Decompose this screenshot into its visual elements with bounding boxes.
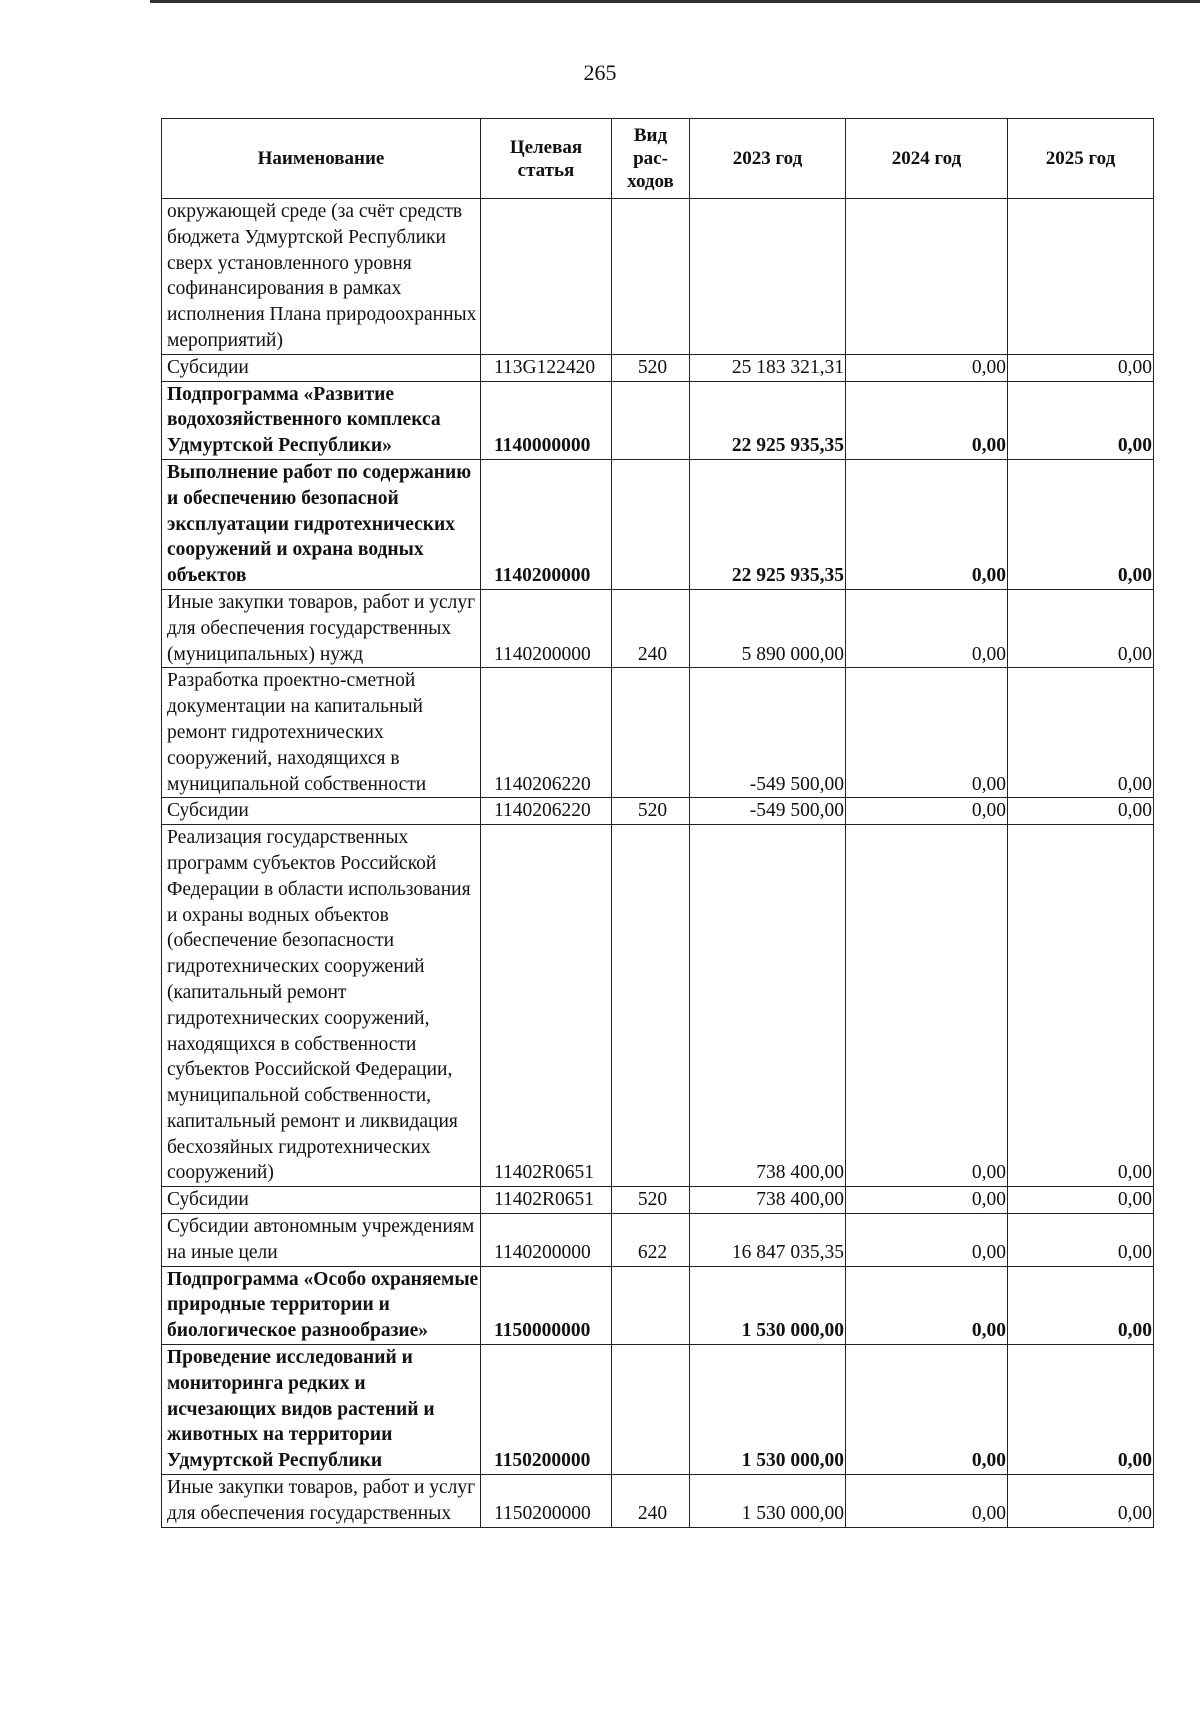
header-2023: 2023 год	[690, 119, 846, 199]
cell-2023: 1 530 000,00	[690, 1475, 846, 1528]
scan-top-edge	[150, 0, 1200, 3]
cell-2024: 0,00	[846, 381, 1008, 459]
cell-name: окружающей среде (за счёт средств бюджета Удмуртской Республики сверх установленного уровня софинансирования в рамках исполнения Плана природоохранных мероприятий)	[162, 199, 481, 355]
cell-2023: -549 500,00	[690, 668, 846, 798]
cell-kind: 622	[612, 1214, 690, 1267]
cell-2025: 0,00	[1008, 459, 1154, 589]
table-row	[162, 381, 1154, 459]
table-header-row	[162, 119, 1154, 199]
cell-kind	[612, 1345, 690, 1475]
table-row	[162, 589, 1154, 667]
cell-name: Субсидии	[162, 1187, 481, 1214]
cell-code: 1140200000	[481, 459, 612, 589]
cell-code: 1140206220	[481, 798, 612, 825]
cell-2025: 0,00	[1008, 1475, 1154, 1528]
cell-2025: 0,00	[1008, 798, 1154, 825]
header-name: Наименование	[162, 119, 481, 199]
cell-2024	[846, 199, 1008, 355]
cell-2023: 16 847 035,35	[690, 1214, 846, 1267]
cell-2023: 1 530 000,00	[690, 1266, 846, 1344]
header-2025: 2025 год	[1008, 119, 1154, 199]
cell-code	[481, 199, 612, 355]
cell-name: Выполнение работ по содержанию и обеспечению безопасной эксплуатации гидротехнических сооружений и охрана водных объектов	[162, 459, 481, 589]
cell-name: Подпрограмма «Особо охраняемые природные территории и биологическое разнообразие»	[162, 1266, 481, 1344]
cell-2025	[1008, 199, 1154, 355]
cell-kind: 240	[612, 1475, 690, 1528]
cell-2023	[690, 199, 846, 355]
cell-kind	[612, 1266, 690, 1344]
cell-2024: 0,00	[846, 798, 1008, 825]
cell-2025: 0,00	[1008, 354, 1154, 381]
cell-kind	[612, 668, 690, 798]
cell-2025: 0,00	[1008, 668, 1154, 798]
cell-2023: 22 925 935,35	[690, 381, 846, 459]
cell-2025: 0,00	[1008, 1345, 1154, 1475]
page-number: 265	[583, 60, 617, 85]
cell-2024: 0,00	[846, 354, 1008, 381]
table-row	[162, 798, 1154, 825]
cell-code: 11402R0651	[481, 1187, 612, 1214]
cell-kind	[612, 199, 690, 355]
cell-code: 1140200000	[481, 1214, 612, 1267]
cell-code: 1150000000	[481, 1266, 612, 1344]
cell-name: Субсидии автономным учреждениям на иные цели	[162, 1214, 481, 1267]
cell-name: Проведение исследований и мониторинга редких и исчезающих видов растений и животных на территории Удмуртской Республики	[162, 1345, 481, 1475]
cell-name: Разработка проектно-сметной документации на капитальный ремонт гидротехнических сооружений, находящихся в муниципальной собственности	[162, 668, 481, 798]
cell-2023: 738 400,00	[690, 825, 846, 1187]
table-row	[162, 1345, 1154, 1475]
cell-name: Иные закупки товаров, работ и услуг для обеспечения государственных	[162, 1475, 481, 1528]
table-row	[162, 668, 1154, 798]
cell-2024: 0,00	[846, 668, 1008, 798]
cell-2024: 0,00	[846, 1475, 1008, 1528]
cell-name: Реализация государственных программ субъектов Российской Федерации в области использования и охраны водных объектов (обеспечение безопасности гидротехнических сооружений (капитальный ремонт гидротехнических сооружений, находящихся в собственности субъектов Российской Федерации, муниципальной собственности, капитальный ремонт и ликвидация бесхозяйных гидротехнических сооружений)	[162, 825, 481, 1187]
table-row	[162, 354, 1154, 381]
cell-2024: 0,00	[846, 459, 1008, 589]
cell-code: 1140206220	[481, 668, 612, 798]
cell-code: 1140000000	[481, 381, 612, 459]
cell-code: 1140200000	[481, 589, 612, 667]
cell-kind	[612, 381, 690, 459]
table-row	[162, 459, 1154, 589]
cell-kind: 520	[612, 354, 690, 381]
table-row	[162, 1214, 1154, 1267]
cell-2025: 0,00	[1008, 1187, 1154, 1214]
cell-name: Субсидии	[162, 798, 481, 825]
table-row	[162, 1475, 1154, 1528]
cell-2023: 25 183 321,31	[690, 354, 846, 381]
cell-2025: 0,00	[1008, 1214, 1154, 1267]
cell-2023: 5 890 000,00	[690, 589, 846, 667]
cell-name: Иные закупки товаров, работ и услуг для обеспечения государственных (муниципальных) нужд	[162, 589, 481, 667]
cell-code: 11402R0651	[481, 825, 612, 1187]
cell-2024: 0,00	[846, 1266, 1008, 1344]
cell-2025: 0,00	[1008, 381, 1154, 459]
table-row	[162, 199, 1154, 355]
table-row	[162, 825, 1154, 1187]
cell-code: 1150200000	[481, 1475, 612, 1528]
cell-kind: 520	[612, 798, 690, 825]
cell-name: Субсидии	[162, 354, 481, 381]
cell-2025: 0,00	[1008, 825, 1154, 1187]
cell-2025: 0,00	[1008, 1266, 1154, 1344]
cell-2023: 1 530 000,00	[690, 1345, 846, 1475]
budget-table	[161, 118, 1154, 1528]
cell-2024: 0,00	[846, 1187, 1008, 1214]
cell-kind: 240	[612, 589, 690, 667]
header-2024: 2024 год	[846, 119, 1008, 199]
header-code: Целевая статья	[481, 119, 612, 199]
cell-code: 1150200000	[481, 1345, 612, 1475]
table-row	[162, 1187, 1154, 1214]
cell-2025: 0,00	[1008, 589, 1154, 667]
cell-2024: 0,00	[846, 1345, 1008, 1475]
cell-kind: 520	[612, 1187, 690, 1214]
header-kind: Вид рас- ходов	[612, 119, 690, 199]
cell-2024: 0,00	[846, 1214, 1008, 1267]
table-row	[162, 1266, 1154, 1344]
cell-2023: -549 500,00	[690, 798, 846, 825]
cell-kind	[612, 825, 690, 1187]
cell-code: 113G122420	[481, 354, 612, 381]
cell-2024: 0,00	[846, 589, 1008, 667]
cell-2023: 738 400,00	[690, 1187, 846, 1214]
cell-kind	[612, 459, 690, 589]
cell-2024: 0,00	[846, 825, 1008, 1187]
cell-2023: 22 925 935,35	[690, 459, 846, 589]
cell-name: Подпрограмма «Развитие водохозяйственного комплекса Удмуртской Республики»	[162, 381, 481, 459]
